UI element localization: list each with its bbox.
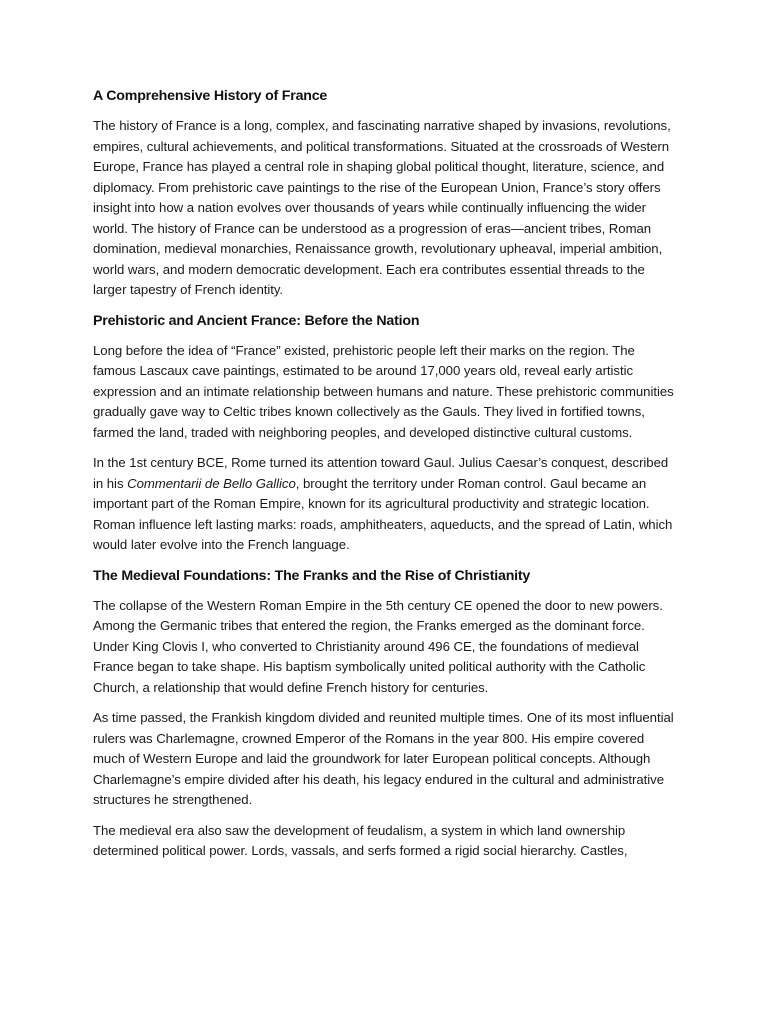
paragraph-medieval-3: The medieval era also saw the development of feudalism, a system in which land ownership determined political power. Lords, vassals, and serfs formed a rigid social hierarchy. Castles,	[93, 822, 628, 858]
section-heading-medieval: The Medieval Foundations: The Franks and the Rise of Christianity	[93, 567, 531, 584]
paragraph-prehistoric-1: Long before the idea of “France” existed, prehistoric people left their marks on the region. The famous Lascaux cave paintings, estimated to be around 17,000 years old, reveal early artistic expression and an intimate relationship between humans and nature. These prehistoric communities gradually gave way to Celtic tribes known collectively as the Gauls. They lived in fortified towns, farmed the land, traded with neighboring peoples, and developed distinctive cultural customs.	[93, 342, 674, 440]
text-span: In the 1st century BCE, Rome turned its attention toward Gaul. Julius Caesar’s conquest, described in his	[93, 455, 669, 491]
section-heading-prehistoric: Prehistoric and Ancient France: Before the Nation	[93, 312, 420, 329]
paragraph-medieval-2: As time passed, the Frankish kingdom divided and reunited multiple times. One of its most influential rulers was Charlemagne, crowned Emperor of the Romans in the year 800. His empire covered much of Western Europe and laid the groundwork for later European political concepts. Although Charlemagne’s empire divided after his death, his legacy endured in the cultural and administrative structures he strengthened.	[93, 710, 674, 807]
text-span: , brought the territory under Roman control. Gaul became an important part of the Roman Empire, known for its agricultural productivity and strategic location. Roman influence left lasting marks: roads, amphitheaters, aqueducts, and the spread of Latin, which would later evolve into the French language.	[93, 475, 673, 552]
paragraph-medieval-1: The collapse of the Western Roman Empire in the 5th century CE opened the door to new powers. Among the Germanic tribes that entered the region, the Franks emerged as the dominant force. Under King Clovis I, who converted to Christianity around 496 CE, the foundations of medieval France began to take shape. His baptism symbolically united political authority with the Catholic Church, a relationship that would define French history for centuries.	[93, 597, 663, 695]
intro-paragraph: The history of France is a long, complex, and fascinating narrative shaped by invasions, revolutions, empires, cultural achievements, and political transformations. Situated at the crossroads of Western Europe, France has played a central role in shaping global political thought, literature, science, and diplomacy. From prehistoric cave paintings to the rise of the European Union, France’s story offers insight into how a nation evolves over thousands of years while continually influencing the wider world. The history of France can be understood as a progression of eras—ancient tribes, Roman domination, medieval monarchies, Renaissance growth, revolutionary upheaval, imperial ambition, world wars, and modern democratic development. Each era contributes essential threads to the larger tapestry of French identity.	[93, 118, 671, 297]
book-title-italic: Commentarii de Bello Gallico	[127, 475, 296, 491]
document-title: A Comprehensive History of France	[93, 88, 328, 104]
paragraph-prehistoric-2	[93, 453, 678, 556]
document-body	[93, 86, 678, 872]
